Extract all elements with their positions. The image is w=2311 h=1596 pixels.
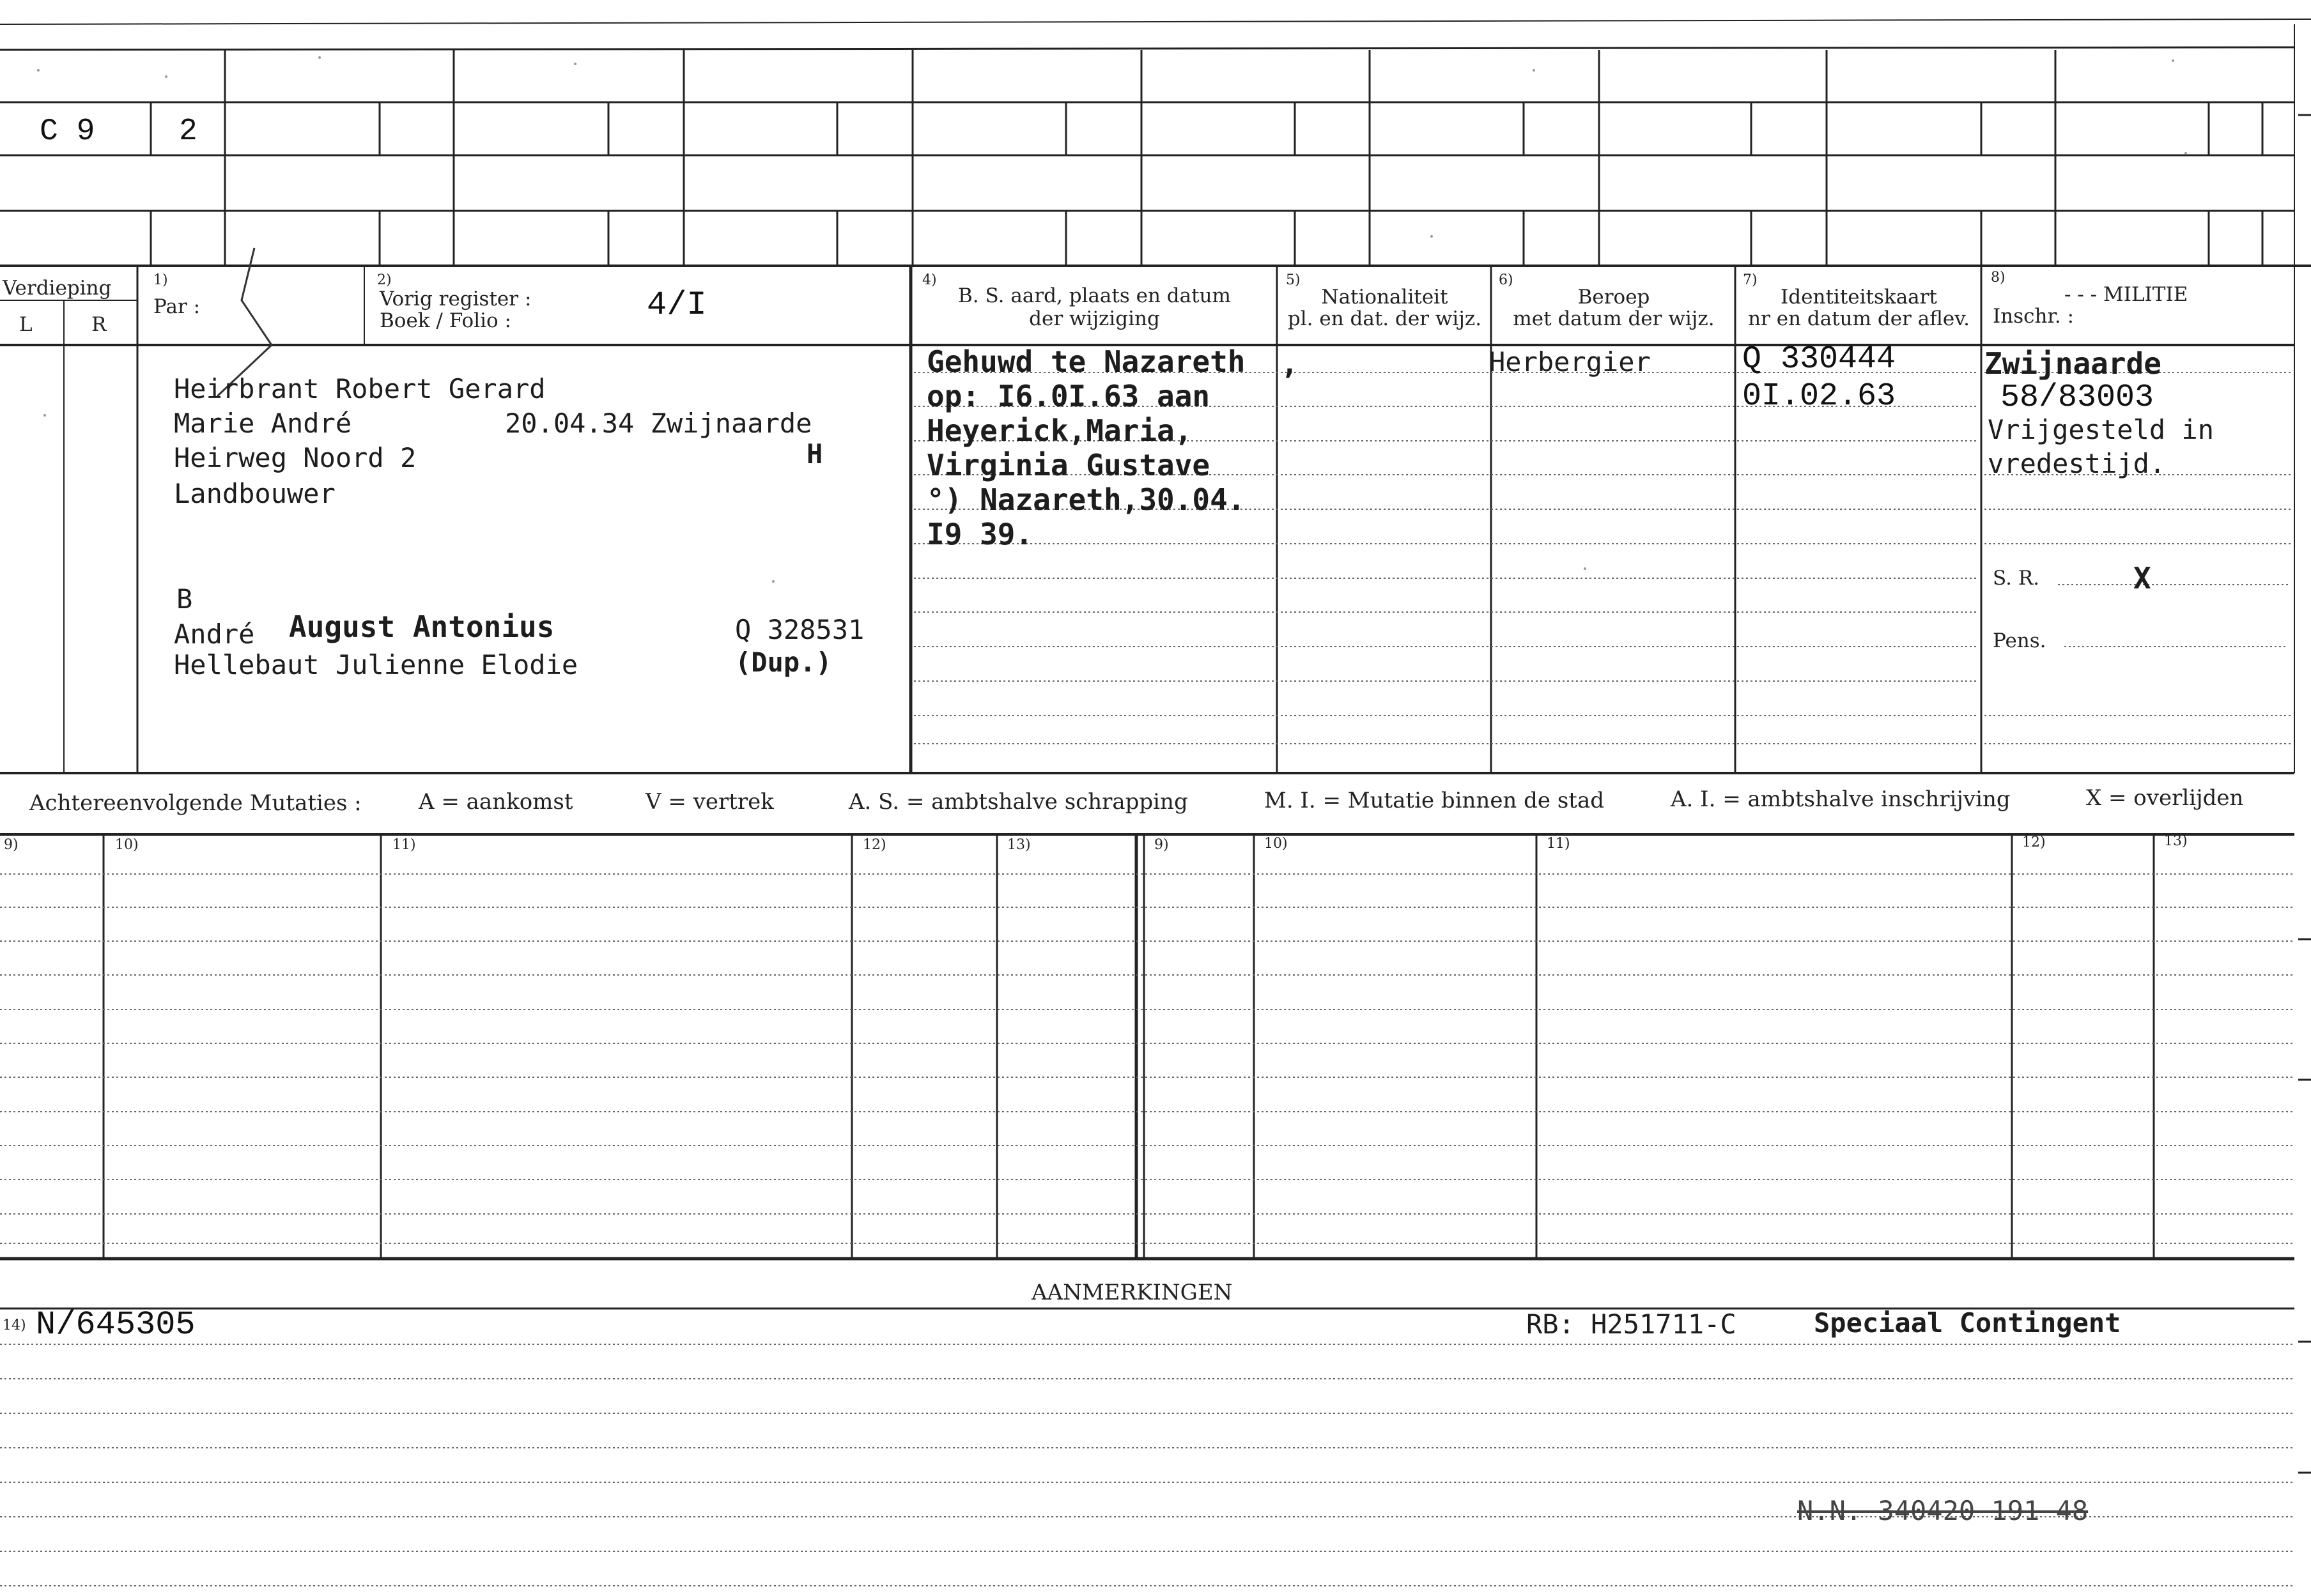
remark-contingent: Speciaal Contingent <box>1814 1307 2121 1339</box>
boek-folio-label: Boek / Folio : <box>380 309 511 332</box>
spouse-first: André <box>174 618 255 650</box>
legend-vertrek: V = vertrek <box>645 789 774 815</box>
verdieping-header: Verdieping <box>3 277 112 300</box>
civil-status-line: Gehuwd te Nazareth <box>927 344 1246 379</box>
inschr-label: Inschr. : <box>1993 305 2075 328</box>
person-occupation: Landbouwer <box>174 478 336 509</box>
civil-status-line: Virginia Gustave <box>927 448 1210 482</box>
duplicate-note: (Dup.) <box>735 647 832 678</box>
remark-number: N/645305 <box>36 1306 196 1344</box>
nationaliteit-subheader: pl. en dat. der wijz. <box>1287 307 1482 330</box>
militie-place: Zwijnaarde <box>1984 346 2161 381</box>
nationaliteit-header: Nationaliteit <box>1321 286 1448 309</box>
militie-status: Vrijgesteld in <box>1988 414 2214 445</box>
section-b-marker: B <box>176 583 193 615</box>
militie-status-2: vredestijd. <box>1988 448 2166 479</box>
mutatie-col-header: 11) <box>1547 836 1570 852</box>
spouse-names: August Antonius <box>289 610 555 644</box>
col14-number: 14) <box>3 1317 26 1333</box>
verdieping-r: R <box>91 313 107 336</box>
col8-number: 8) <box>1991 270 2006 286</box>
beroep-subheader: met datum der wijz. <box>1513 307 1715 330</box>
mutatie-col-header: 9) <box>4 837 19 853</box>
mutaties-title: Achtereenvolgende Mutaties : <box>29 790 362 816</box>
civil-status-line: op: I6.0I.63 aan <box>927 379 1210 413</box>
sr-label: S. R. <box>1993 567 2040 590</box>
mutatie-col-header: 11) <box>392 837 416 853</box>
legend-mutatie-binnen-stad: M. I. = Mutatie binnen de stad <box>1264 788 1604 813</box>
mutatie-col-header: 12) <box>863 837 886 853</box>
verdieping-l: L <box>19 313 33 336</box>
id-card-date: 0I.02.63 <box>1742 378 1896 415</box>
legend-aankomst: A = aankomst <box>419 789 573 815</box>
top-grid-number: 2 <box>179 114 197 149</box>
legend-overlijden: X = overlijden <box>2086 785 2244 811</box>
pens-label: Pens. <box>1993 629 2046 652</box>
par-label: Par : <box>153 295 201 318</box>
profession-value: Herbergier <box>1489 346 1651 378</box>
legend-ambtshalve-inschrijving: A. I. = ambtshalve inschrijving <box>1671 786 2011 812</box>
bs-header-line2: der wijziging <box>1029 307 1160 330</box>
person-father: Marie André <box>174 408 352 439</box>
sr-value: X <box>2133 561 2151 595</box>
person-address: Heirweg Noord 2 <box>174 442 417 473</box>
identiteitskaart-subheader: nr en datum der aflev. <box>1748 307 1970 330</box>
id-card-number: Q 330444 <box>1742 341 1896 378</box>
top-grid-code: C 9 <box>40 114 95 149</box>
mother-name: Hellebaut Julienne Elodie <box>174 649 578 680</box>
identiteitskaart-header: Identiteitskaart <box>1781 286 1937 309</box>
person-mark: H <box>807 438 823 470</box>
col6-number: 6) <box>1499 272 1513 288</box>
mutatie-col-header: 10) <box>115 837 139 853</box>
civil-status-line: I9 39. <box>927 517 1033 551</box>
aanmerkingen-title: AANMERKINGEN <box>1032 1280 1233 1305</box>
mutatie-col-header: 9) <box>1154 837 1169 853</box>
bs-header-line1: B. S. aard, plaats en datum <box>958 284 1231 307</box>
civil-status-line: °) Nazareth,30.04. <box>927 482 1246 517</box>
spouse-id: Q 328531 <box>735 614 865 645</box>
mutatie-col-header: 10) <box>1264 836 1288 852</box>
militie-number: 58/83003 <box>2000 380 2154 416</box>
col7-number: 7) <box>1743 272 1758 288</box>
mutatie-col-header: 13) <box>2164 833 2188 849</box>
remark-national-number: N.N. 340420 191 48 <box>1797 1495 2089 1526</box>
vorig-register-label: Vorig register : <box>380 288 532 311</box>
col2-number: 2) <box>377 272 392 288</box>
col5-number: 5) <box>1286 272 1301 288</box>
person-birth: 20.04.34 Zwijnaarde <box>505 408 812 439</box>
legend-ambtshalve-schrapping: A. S. = ambtshalve schrapping <box>849 789 1188 815</box>
person-name: Heirbrant Robert Gerard <box>174 373 546 404</box>
beroep-header: Beroep <box>1577 286 1650 309</box>
mutatie-col-header: 13) <box>1007 837 1031 853</box>
remark-rb: RB: H251711-C <box>1526 1308 1736 1340</box>
mutatie-col-header: 12) <box>2022 834 2046 850</box>
col1-number: 1) <box>153 272 168 288</box>
nationality-mark: , <box>1281 346 1299 381</box>
militie-header: - - - MILITIE <box>2064 283 2188 306</box>
col4-number: 4) <box>922 272 937 288</box>
civil-status-line: Heyerick,Maria, <box>927 413 1193 448</box>
register-value: 4/I <box>647 286 707 324</box>
